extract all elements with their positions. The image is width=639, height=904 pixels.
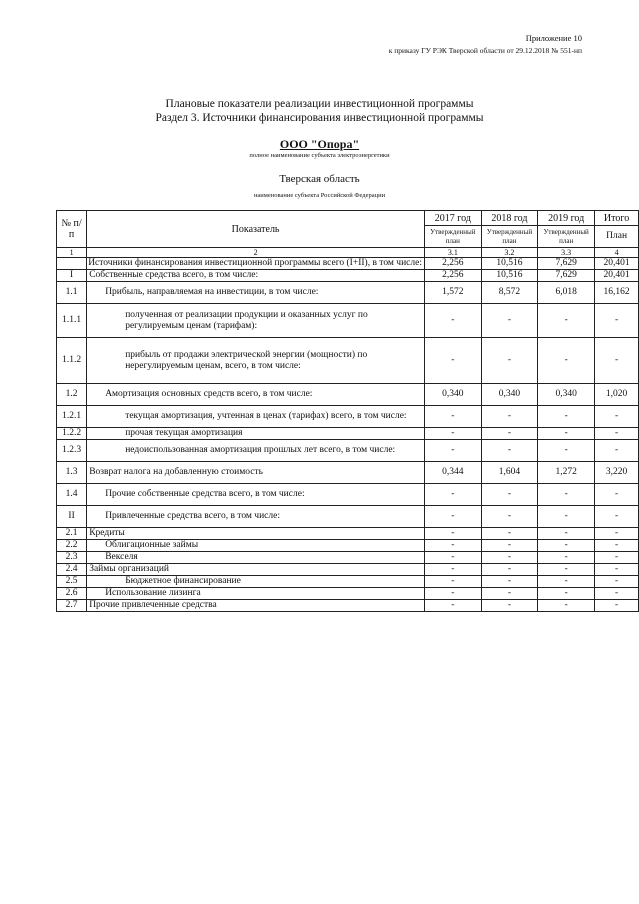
- row-label: недоиспользованная амортизация прошлых лет всего, в том числе:: [87, 440, 425, 462]
- value-total: 20,401: [595, 258, 639, 270]
- row-label: Возврат налога на добавленную стоимость: [87, 462, 425, 484]
- col-index: 1: [57, 248, 87, 258]
- col-index: 3.2: [481, 248, 537, 258]
- col-index: 2: [87, 248, 425, 258]
- value-2018: -: [481, 484, 537, 506]
- row-number: 2.5: [57, 576, 87, 588]
- value-total: 20,401: [595, 270, 639, 282]
- value-2019: 7,629: [538, 258, 595, 270]
- row-label: Амортизация основных средств всего, в том числе:: [87, 384, 425, 406]
- value-total: -: [595, 576, 639, 588]
- value-2017: 2,256: [424, 258, 481, 270]
- value-2017: -: [424, 338, 481, 384]
- value-2017: 0,344: [424, 462, 481, 484]
- value-total: -: [595, 528, 639, 540]
- value-2019: -: [538, 428, 595, 440]
- value-2018: -: [481, 406, 537, 428]
- value-2019: -: [538, 552, 595, 564]
- row-label: Бюджетное финансирование: [87, 576, 425, 588]
- row-number: 1.1.1: [57, 304, 87, 338]
- approved-plan-2017: Утвержденный план: [424, 226, 481, 248]
- value-2017: -: [424, 600, 481, 612]
- value-2018: -: [481, 304, 537, 338]
- row-label: полученная от реализации продукции и оказанных услуг по регулируемым ценам (тарифам):: [87, 304, 425, 338]
- value-total: -: [595, 428, 639, 440]
- document-title: Плановые показатели реализации инвестиционной программы: [165, 98, 474, 110]
- value-2018: 10,516: [481, 270, 537, 282]
- value-total: -: [595, 600, 639, 612]
- value-total: -: [595, 440, 639, 462]
- table-row: [57, 506, 639, 528]
- value-2019: -: [538, 528, 595, 540]
- value-2018: 1,604: [481, 462, 537, 484]
- value-2018: -: [481, 564, 537, 576]
- col-index: 3.3: [538, 248, 595, 258]
- row-label: прочая текущая амортизация: [87, 428, 425, 440]
- row-label: Прибыль, направляемая на инвестиции, в том числе:: [87, 282, 425, 304]
- value-2018: -: [481, 576, 537, 588]
- plan-total: План: [595, 226, 639, 248]
- row-label: Использование лизинга: [87, 588, 425, 600]
- value-2019: -: [538, 440, 595, 462]
- value-total: 1,020: [595, 384, 639, 406]
- value-2018: 0,340: [481, 384, 537, 406]
- table-row: [57, 338, 639, 384]
- order-reference: к приказу ГУ РЭК Тверской области от 29.12.2018 № 551-нп: [388, 46, 582, 55]
- row-number: 2.6: [57, 588, 87, 600]
- approved-plan-2019: Утвержденный план: [538, 226, 595, 248]
- row-number: 1.2.1: [57, 406, 87, 428]
- value-total: -: [595, 338, 639, 384]
- value-2018: -: [481, 588, 537, 600]
- table-row: [57, 462, 639, 484]
- section-title: Раздел 3. Источники финансирования инвестиционной программы: [155, 112, 484, 124]
- row-number: 1.2: [57, 384, 87, 406]
- table-row: [57, 440, 639, 462]
- col-index: 3.1: [424, 248, 481, 258]
- table-row: [57, 540, 639, 552]
- row-label: Кредиты: [87, 528, 425, 540]
- table-row: [57, 552, 639, 564]
- value-2018: -: [481, 552, 537, 564]
- row-label: Собственные средства всего, в том числе:: [87, 270, 425, 282]
- row-number: II: [57, 506, 87, 528]
- value-2017: -: [424, 440, 481, 462]
- value-2019: -: [538, 304, 595, 338]
- company-caption: полное наименование субъекта электроэнергетики: [249, 152, 390, 159]
- row-number: 2.4: [57, 564, 87, 576]
- row-label: текущая амортизация, учтенная в ценах (тарифах) всего, в том числе:: [87, 406, 425, 428]
- table-row: [57, 428, 639, 440]
- value-total: 3,220: [595, 462, 639, 484]
- col-indicator-header: Показатель: [87, 211, 425, 248]
- table-row: [57, 270, 639, 282]
- year-2019-header: 2019 год: [538, 211, 595, 226]
- value-2017: -: [424, 428, 481, 440]
- value-2017: 2,256: [424, 270, 481, 282]
- table-row: [57, 484, 639, 506]
- value-total: -: [595, 564, 639, 576]
- value-2017: -: [424, 506, 481, 528]
- value-2017: -: [424, 528, 481, 540]
- table-row: [57, 304, 639, 338]
- row-number: 1.3: [57, 462, 87, 484]
- row-number: 2.3: [57, 552, 87, 564]
- value-total: -: [595, 540, 639, 552]
- region-name: Тверская область: [279, 173, 360, 185]
- appendix-label: Приложение 10: [525, 33, 582, 43]
- row-number: 1.1: [57, 282, 87, 304]
- row-number: 1.4: [57, 484, 87, 506]
- row-label: прибыль от продажи электрической энергии (мощности) по нерегулируемым ценам, всего, в том числе:: [87, 338, 425, 384]
- value-total: -: [595, 304, 639, 338]
- value-2019: -: [538, 338, 595, 384]
- value-2019: -: [538, 576, 595, 588]
- value-2018: 8,572: [481, 282, 537, 304]
- row-label: Привлеченные средства всего, в том числе:: [87, 506, 425, 528]
- value-total: 16,162: [595, 282, 639, 304]
- row-label: Займы организаций: [87, 564, 425, 576]
- value-2017: -: [424, 304, 481, 338]
- value-2017: -: [424, 564, 481, 576]
- value-2019: -: [538, 564, 595, 576]
- table-row: [57, 600, 639, 612]
- row-number: I: [57, 270, 87, 282]
- row-number: 2.2: [57, 540, 87, 552]
- value-2017: -: [424, 406, 481, 428]
- value-total: -: [595, 506, 639, 528]
- value-2019: -: [538, 406, 595, 428]
- row-label: Источники финансирования инвестиционной программы всего (I+II), в том числе:: [87, 258, 425, 270]
- col-number-header: № п/п: [57, 211, 87, 248]
- table-row: [57, 576, 639, 588]
- row-number: 1.1.2: [57, 338, 87, 384]
- row-number: [57, 258, 87, 270]
- value-2018: -: [481, 600, 537, 612]
- year-2018-header: 2018 год: [481, 211, 537, 226]
- value-2019: -: [538, 506, 595, 528]
- region-caption: наименование субъекта Российской Федерации: [253, 192, 386, 199]
- value-2019: 0,340: [538, 384, 595, 406]
- row-label: Векселя: [87, 552, 425, 564]
- value-2019: -: [538, 588, 595, 600]
- value-2019: -: [538, 484, 595, 506]
- approved-plan-2018: Утвержденный план: [481, 226, 537, 248]
- value-2018: -: [481, 540, 537, 552]
- value-2019: 7,629: [538, 270, 595, 282]
- value-2018: -: [481, 528, 537, 540]
- value-2017: -: [424, 484, 481, 506]
- value-2019: 1,272: [538, 462, 595, 484]
- value-total: -: [595, 406, 639, 428]
- table-row: [57, 258, 639, 270]
- value-2018: -: [481, 428, 537, 440]
- value-2017: -: [424, 576, 481, 588]
- value-2019: -: [538, 540, 595, 552]
- table-row: [57, 564, 639, 576]
- table-row: [57, 528, 639, 540]
- total-header: Итого: [595, 211, 639, 226]
- value-total: -: [595, 588, 639, 600]
- company-name: ООО "Опора": [279, 137, 360, 151]
- table-body: [57, 258, 639, 612]
- value-2018: -: [481, 338, 537, 384]
- value-2017: 1,572: [424, 282, 481, 304]
- value-total: -: [595, 552, 639, 564]
- value-2017: 0,340: [424, 384, 481, 406]
- value-2017: -: [424, 540, 481, 552]
- table-row: [57, 282, 639, 304]
- value-2018: -: [481, 440, 537, 462]
- row-label: Облигационные займы: [87, 540, 425, 552]
- table-row: [57, 406, 639, 428]
- row-number: 1.2.3: [57, 440, 87, 462]
- value-2017: -: [424, 588, 481, 600]
- value-2018: 10,516: [481, 258, 537, 270]
- value-2019: 6,018: [538, 282, 595, 304]
- row-label: Прочие собственные средства всего, в том числе:: [87, 484, 425, 506]
- row-label: Прочие привлеченные средства: [87, 600, 425, 612]
- table-row: [57, 384, 639, 406]
- row-number: 2.7: [57, 600, 87, 612]
- col-index: 4: [595, 248, 639, 258]
- value-2018: -: [481, 506, 537, 528]
- value-total: -: [595, 484, 639, 506]
- row-number: 1.2.2: [57, 428, 87, 440]
- value-2017: -: [424, 552, 481, 564]
- year-2017-header: 2017 год: [424, 211, 481, 226]
- value-2019: -: [538, 600, 595, 612]
- row-number: 2.1: [57, 528, 87, 540]
- table-row: [57, 588, 639, 600]
- financing-table: [56, 210, 639, 612]
